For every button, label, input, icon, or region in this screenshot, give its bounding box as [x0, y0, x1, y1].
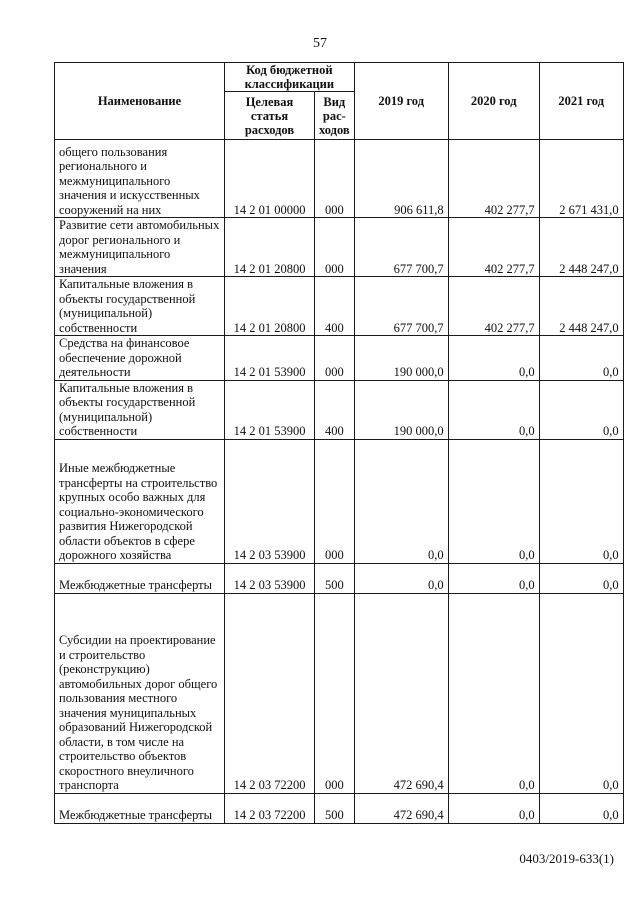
row-2021-cell: 0,0: [539, 593, 623, 793]
row-name-cell: Межбюджетные трансферты: [55, 793, 225, 823]
row-type-cell: 000: [315, 593, 355, 793]
document-code: 0403/2019-633(1): [519, 851, 614, 866]
table-body: [55, 140, 624, 824]
row-type-cell: 500: [315, 563, 355, 593]
header-target-article: Целевая статья расходов: [225, 92, 315, 140]
row-type-cell: 000: [315, 439, 355, 563]
row-2020-cell: 402 277,7: [448, 218, 539, 277]
header-2019: 2019 год: [354, 63, 448, 140]
row-2020-cell: 402 277,7: [448, 277, 539, 336]
page-number: 57: [313, 36, 327, 51]
row-2020-cell: 0,0: [448, 336, 539, 381]
header-expense-type: Вид рас-ходов: [315, 92, 355, 140]
row-2019-cell: 906 611,8: [354, 140, 448, 218]
table-row: [55, 336, 624, 381]
row-2021-cell: 0,0: [539, 563, 623, 593]
row-2020-cell: 0,0: [448, 439, 539, 563]
row-code-cell: 14 2 01 20800: [225, 277, 315, 336]
row-2020-cell: 0,0: [448, 380, 539, 439]
header-name: Наименование: [55, 63, 225, 140]
table-row: [55, 380, 624, 439]
row-2021-cell: 2 448 247,0: [539, 218, 623, 277]
table-row: [55, 218, 624, 277]
row-code-cell: 14 2 03 72200: [225, 593, 315, 793]
row-2019-cell: 472 690,4: [354, 593, 448, 793]
row-2019-cell: 0,0: [354, 439, 448, 563]
row-2019-cell: 677 700,7: [354, 277, 448, 336]
row-name-cell: Капитальные вложения в объекты государственной (муниципальной) собственности: [55, 380, 225, 439]
row-2021-cell: 0,0: [539, 439, 623, 563]
row-code-cell: 14 2 01 00000: [225, 140, 315, 218]
row-2020-cell: 0,0: [448, 593, 539, 793]
table-row: [55, 140, 624, 218]
row-2021-cell: 2 671 431,0: [539, 140, 623, 218]
table-header: [55, 63, 624, 140]
row-2021-cell: 0,0: [539, 336, 623, 381]
header-classification-group: Код бюджетной классификации: [225, 63, 355, 92]
row-2020-cell: 402 277,7: [448, 140, 539, 218]
row-type-cell: 500: [315, 793, 355, 823]
row-code-cell: 14 2 01 20800: [225, 218, 315, 277]
row-type-cell: 400: [315, 380, 355, 439]
row-type-cell: 000: [315, 218, 355, 277]
header-2021: 2021 год: [539, 63, 623, 140]
budget-table: [54, 62, 624, 824]
row-type-cell: 000: [315, 140, 355, 218]
row-2019-cell: 472 690,4: [354, 793, 448, 823]
row-name-cell: Капитальные вложения в объекты государственной (муниципальной) собственности: [55, 277, 225, 336]
row-code-cell: 14 2 03 53900: [225, 439, 315, 563]
row-name-cell: Иные межбюджетные трансферты на строительство крупных особо важных для социально-экономического развития Нижегородской области объектов в сфере дорожного хозяйства: [55, 439, 225, 563]
row-name-cell: Средства на финансовое обеспечение дорожной деятельности: [55, 336, 225, 381]
row-type-cell: 400: [315, 277, 355, 336]
table-row: [55, 593, 624, 793]
row-name-cell: Межбюджетные трансферты: [55, 563, 225, 593]
table-row: [55, 563, 624, 593]
row-2019-cell: 677 700,7: [354, 218, 448, 277]
row-2019-cell: 190 000,0: [354, 380, 448, 439]
row-code-cell: 14 2 03 53900: [225, 563, 315, 593]
header-2020: 2020 год: [448, 63, 539, 140]
table-row: [55, 793, 624, 823]
row-2020-cell: 0,0: [448, 793, 539, 823]
row-code-cell: 14 2 01 53900: [225, 380, 315, 439]
table-row: [55, 277, 624, 336]
row-2021-cell: 0,0: [539, 380, 623, 439]
row-code-cell: 14 2 03 72200: [225, 793, 315, 823]
row-2020-cell: 0,0: [448, 563, 539, 593]
row-2019-cell: 190 000,0: [354, 336, 448, 381]
row-2019-cell: 0,0: [354, 563, 448, 593]
table-row: [55, 439, 624, 563]
row-code-cell: 14 2 01 53900: [225, 336, 315, 381]
row-2021-cell: 2 448 247,0: [539, 277, 623, 336]
row-type-cell: 000: [315, 336, 355, 381]
row-name-cell: общего пользования регионального и межмуниципального значения и искусственных сооружений на них: [55, 140, 225, 218]
row-name-cell: Субсидии на проектирование и строительство (реконструкцию) автомобильных дорог общего пользования местного значения муниципальных образований Нижегородской области, в том числе на строительство объектов скоростного внеуличного транспорта: [55, 593, 225, 793]
row-name-cell: Развитие сети автомобильных дорог регионального и межмуниципального значения: [55, 218, 225, 277]
row-2021-cell: 0,0: [539, 793, 623, 823]
